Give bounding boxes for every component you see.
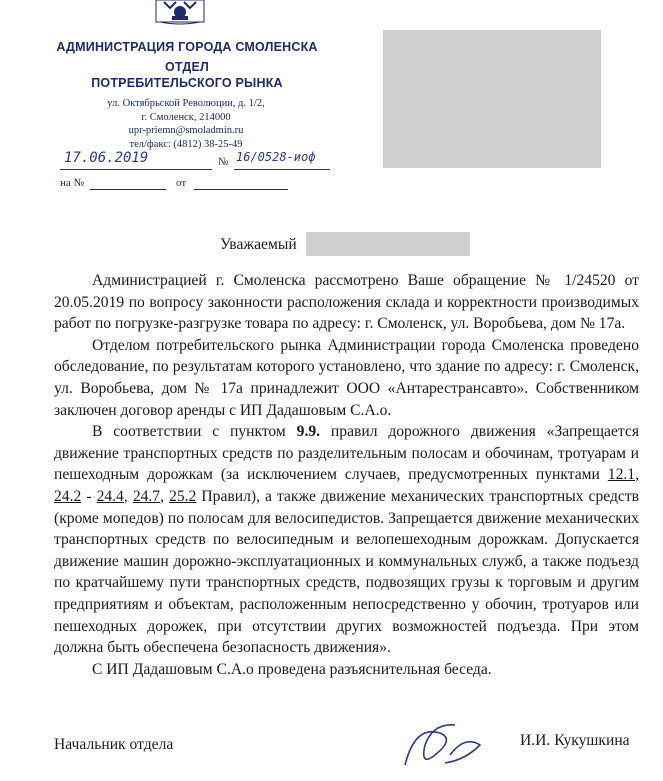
p3-ref-12-1: 12.1 — [607, 466, 636, 484]
p3-dash: - — [81, 487, 97, 505]
reg-date: 17.06.2019 — [64, 150, 149, 166]
in-reply-no-field — [90, 188, 166, 190]
signatory-position: Начальник отдела — [54, 736, 174, 753]
reg-number: 16/0528-иоф — [236, 150, 316, 164]
paragraph-2: Отделом потребительского рынка Администрации города Смоленска проведено обследование, по результатам которого установлено, что здание по адресу: г. Смоленск, ул. Воробьева, дом № 17а принадлежит ООО «Антарестрансавто». Собственником заключен договор аренды с ИП Дадашовым С.А.о. — [54, 336, 639, 419]
email: upr-priemn@smoladmin.ru — [128, 125, 244, 136]
handwritten-signature — [395, 715, 495, 775]
p3-clause-ref: 9.9. — [296, 423, 321, 441]
p3-ref-24-7: 24.7 — [132, 487, 161, 505]
p3-ref-24-4: 24.4 — [96, 487, 124, 505]
p3-quote-start: правил дорожного движения «Запрещается движение транспортных средств по разделительным полосам и обочинам, тротуарам и пешеходным дорожкам (за исключением случаев, предусмотренных пунктами — [54, 423, 639, 484]
in-reply-from-label: от — [176, 177, 187, 189]
reg-no-label: № — [218, 156, 229, 168]
p3-intro: В соответствии с пунктом — [92, 423, 286, 441]
greeting: Уважаемый — [220, 236, 297, 253]
p3-sep-2: , — [123, 487, 128, 505]
paragraph-3 — [54, 421, 639, 659]
p3-quote-rest: Правил), а также движение механических транспортных средств (кроме мопедов) по полосам для велосипедистов. Запрещается движение механических транспортных средств по велосипедным и велопешеходным дорожкам. Допускается движение машин дорожно-эксплуатационных и коммунальных служб, а также подъезд по кратчайшему пути транспортных средств, подвозящих грузы к торговым и другим предприятиям и объектам, расположенным непосредственно у обочин, тротуаров или пешеходных дорожек, при отсутствии других возможностей подъезда. При этом должна быть обеспечена безопасность движения». — [54, 487, 640, 657]
p3-sep-1: , — [635, 466, 639, 484]
letter-body — [54, 270, 639, 680]
p3-sep-3: , — [160, 487, 165, 505]
address-block — [86, 97, 286, 151]
redacted-recipient-block — [383, 30, 601, 168]
dept-line-1: ОТДЕЛ — [164, 60, 210, 74]
reg-date-field — [60, 150, 212, 170]
paragraph-4: С ИП Дадашовым С.А.о проведена разъяснительная беседа. — [92, 660, 492, 678]
coat-of-arms-emblem — [150, 0, 210, 26]
redacted-recipient-name — [306, 232, 470, 256]
in-reply-from-field — [194, 188, 288, 190]
reg-number-field — [234, 150, 330, 170]
paragraph-1: Администрацией г. Смоленска рассмотрено Ваше обращение № 1/24520 от 20.05.2019 по вопросу законности расположения склада и корректности производимых работ по погрузке-разгрузке товара по адресу: г. Смоленск, ул. Воробьева, дом № 17а. — [54, 272, 639, 333]
phone-fax: тел/факс: (4812) 38-25-49 — [129, 138, 243, 150]
address-city: г. Смоленск, 214000 — [141, 111, 231, 123]
signatory-name: И.И. Кукушкина — [520, 732, 630, 749]
p3-ref-25-2: 25.2 — [169, 487, 197, 505]
p3-ref-24-2: 24.2 — [54, 487, 82, 505]
org-name: АДМИНИСТРАЦИЯ ГОРОДА СМОЛЕНСКА — [56, 40, 318, 54]
in-reply-no-label: на № — [60, 177, 85, 189]
dept-line-2: ПОТРЕБИТЕЛЬСКОГО РЫНКА — [91, 76, 283, 90]
address-street: ул. Октябрьской Революции, д. 1/2, — [107, 98, 265, 109]
